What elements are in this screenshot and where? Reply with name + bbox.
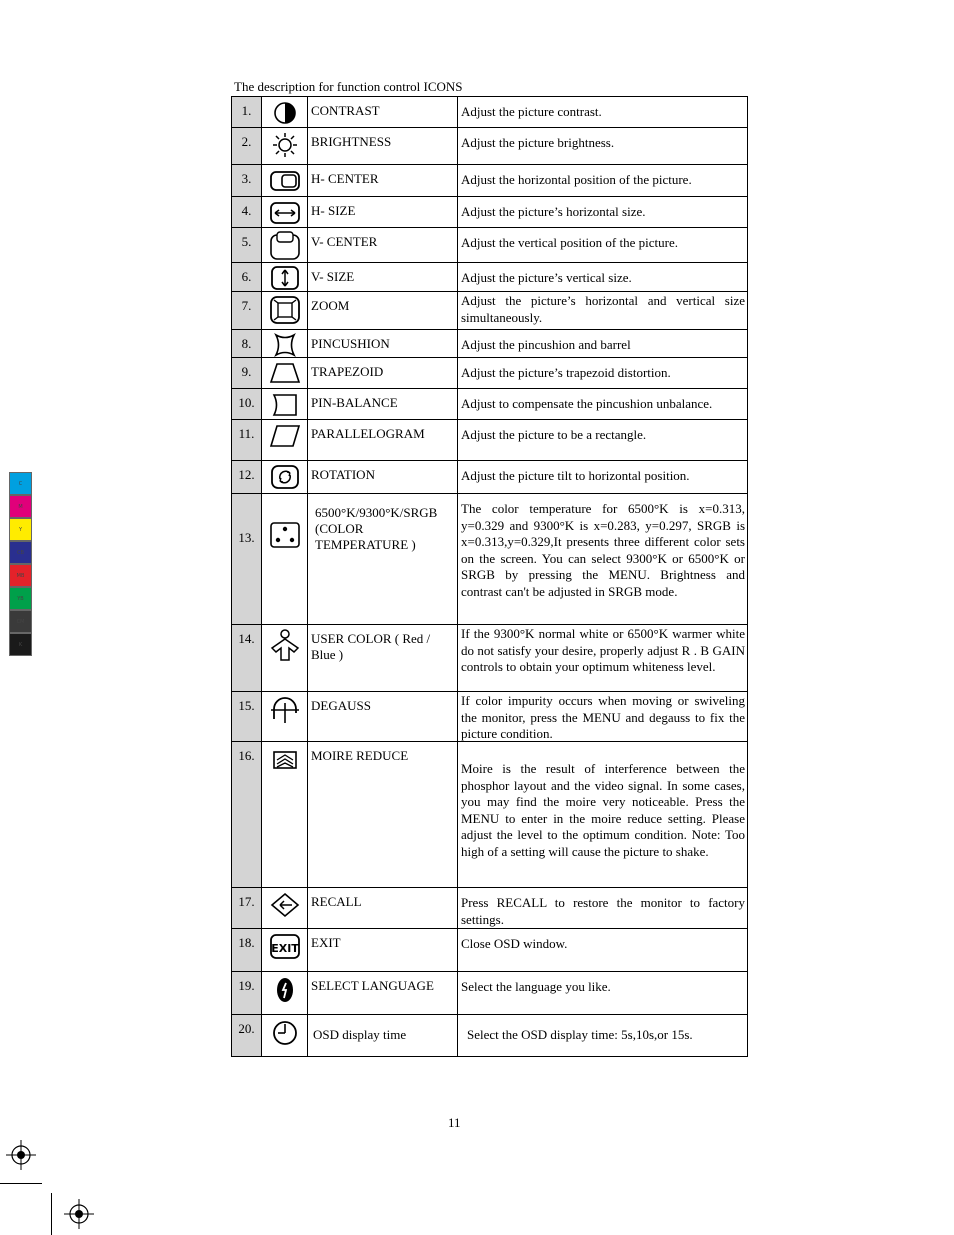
select-language-icon	[262, 972, 308, 1014]
h-center-icon	[262, 165, 308, 196]
row-number: 20.	[231, 1015, 262, 1056]
color-swatch: MB	[9, 564, 32, 587]
function-name: MOIRE REDUCE	[308, 742, 458, 887]
function-name: DEGAUSS	[308, 692, 458, 741]
color-calibration-bar	[9, 472, 32, 656]
pincushion-icon	[262, 330, 308, 357]
table-row	[231, 164, 748, 196]
color-temperature-icon	[262, 494, 308, 624]
function-description: Adjust to compensate the pincushion unbalance.	[458, 389, 748, 419]
table-row	[231, 419, 748, 460]
table-row	[231, 493, 748, 624]
page-number: 11	[448, 1115, 461, 1130]
table-row	[231, 741, 748, 887]
function-name: CONTRAST	[308, 97, 458, 127]
moire-reduce-icon	[262, 742, 308, 887]
function-description: Adjust the picture tilt to horizontal position.	[458, 461, 748, 493]
function-description: Adjust the picture’s horizontal and vertical size simultaneously.	[458, 292, 748, 329]
row-number: 13.	[231, 494, 262, 624]
table-row	[231, 96, 748, 127]
function-name: ZOOM	[308, 292, 458, 329]
trapezoid-icon	[262, 358, 308, 388]
trim-mark	[0, 1183, 42, 1184]
function-name: EXIT	[308, 929, 458, 971]
row-number: 14.	[231, 625, 262, 691]
color-swatch: K	[9, 633, 32, 656]
function-description: Adjust the picture’s trapezoid distortion.	[458, 358, 748, 388]
registration-mark-icon	[6, 1140, 36, 1170]
color-swatch: CM	[9, 610, 32, 633]
row-number: 19.	[231, 972, 262, 1014]
rotation-icon	[262, 461, 308, 493]
color-swatch: CB	[9, 541, 32, 564]
function-name: H- SIZE	[308, 197, 458, 227]
user-color-icon	[262, 625, 308, 691]
recall-icon	[262, 888, 308, 928]
v-size-icon	[262, 263, 308, 291]
row-number: 9.	[231, 358, 262, 388]
table-row	[231, 1014, 748, 1057]
color-swatch: Y	[9, 518, 32, 541]
function-description: Press RECALL to restore the monitor to factory settings.	[458, 888, 748, 928]
registration-mark-icon	[64, 1199, 94, 1229]
contrast-icon	[262, 97, 308, 127]
table-row	[231, 196, 748, 227]
table-row	[231, 329, 748, 357]
table-row	[231, 127, 748, 164]
row-number: 18.	[231, 929, 262, 971]
row-number: 11.	[231, 420, 262, 460]
row-number: 7.	[231, 292, 262, 329]
osd-display-time-icon	[262, 1015, 308, 1056]
table-row	[231, 357, 748, 388]
function-description: If the 9300°K normal white or 6500°K warmer white do not satisfy your desire, properly adjust R . B GAIN controls to obtain your optimum whiteness level.	[458, 625, 748, 691]
function-description: Adjust the picture’s horizontal size.	[458, 197, 748, 227]
table-row	[231, 928, 748, 971]
function-name: BRIGHTNESS	[308, 128, 458, 164]
function-name: RECALL	[308, 888, 458, 928]
table-row	[231, 971, 748, 1014]
trim-mark	[51, 1193, 52, 1235]
row-number: 3.	[231, 165, 262, 196]
function-description: If color impurity occurs when moving or swiveling the monitor, press the MENU and degauss to fix the picture condition.	[458, 692, 748, 741]
row-number: 10.	[231, 389, 262, 419]
color-swatch: C	[9, 472, 32, 495]
table-row	[231, 388, 748, 419]
exit-icon	[262, 929, 308, 971]
color-swatch: YB	[9, 587, 32, 610]
row-number: 4.	[231, 197, 262, 227]
pin-balance-icon	[262, 389, 308, 419]
row-number: 2.	[231, 128, 262, 164]
function-name: 6500°K/9300°K/SRGB (COLOR TEMPERATURE )	[308, 494, 458, 624]
zoom-icon	[262, 292, 308, 329]
function-name: V- SIZE	[308, 263, 458, 291]
row-number: 8.	[231, 330, 262, 357]
h-size-icon	[262, 197, 308, 227]
brightness-icon	[262, 128, 308, 164]
svg-text:EXIT: EXIT	[270, 942, 299, 955]
function-description: Adjust the picture to be a rectangle.	[458, 420, 748, 460]
row-number: 5.	[231, 228, 262, 262]
row-number: 16.	[231, 742, 262, 887]
row-number: 15.	[231, 692, 262, 741]
row-number: 6.	[231, 263, 262, 291]
parallelogram-icon	[262, 420, 308, 460]
function-description: Select the language you like.	[458, 972, 748, 1014]
function-description: Adjust the picture’s vertical size.	[458, 263, 748, 291]
v-center-icon	[262, 228, 308, 262]
function-description: Adjust the picture contrast.	[458, 97, 748, 127]
function-description: Select the OSD display time: 5s,10s,or 15s.	[458, 1015, 748, 1056]
table-row	[231, 227, 748, 262]
function-name: PARALLELOGRAM	[308, 420, 458, 460]
function-name: ROTATION	[308, 461, 458, 493]
table-row	[231, 691, 748, 741]
table-caption: The description for function control ICONS	[234, 79, 463, 94]
color-swatch: M	[9, 495, 32, 518]
degauss-icon	[262, 692, 308, 741]
row-number: 12.	[231, 461, 262, 493]
function-name: PIN-BALANCE	[308, 389, 458, 419]
function-description: Adjust the vertical position of the picture.	[458, 228, 748, 262]
function-description: Adjust the horizontal position of the picture.	[458, 165, 748, 196]
table-row	[231, 887, 748, 928]
function-name: V- CENTER	[308, 228, 458, 262]
function-name: H- CENTER	[308, 165, 458, 196]
table-row	[231, 262, 748, 291]
row-number: 1.	[231, 97, 262, 127]
function-name: USER COLOR ( Red / Blue )	[308, 625, 458, 691]
table-row	[231, 291, 748, 329]
function-name: TRAPEZOID	[308, 358, 458, 388]
row-number: 17.	[231, 888, 262, 928]
function-description: Close OSD window.	[458, 929, 748, 971]
table-row	[231, 624, 748, 691]
function-name: SELECT LANGUAGE	[308, 972, 458, 1014]
function-name: PINCUSHION	[308, 330, 458, 357]
function-description: The color temperature for 6500°K is x=0.313, y=0.329 and 9300°K is x=0.283, y=0.297, SRGB is x=0.313,y=0.329,It presents three different color sets on the screen. You can select 9300°K or 6500°K or SRGB by pressing the MENU. Brightness and contrast can't be adjusted in SRGB mode.	[458, 494, 748, 624]
function-description: Moire is the result of interference between the phosphor layout and the video signal. In some cases, you may find the moire very noticeable. Press the MENU to enter in the moire reduce setting. Please adjust the level to the optimum condition. Note: Too high of a setting will cause the picture to shake.	[458, 742, 748, 887]
function-name: OSD display time	[308, 1015, 458, 1056]
function-description: Adjust the pincushion and barrel	[458, 330, 748, 357]
table-row	[231, 460, 748, 493]
function-description: Adjust the picture brightness.	[458, 128, 748, 164]
